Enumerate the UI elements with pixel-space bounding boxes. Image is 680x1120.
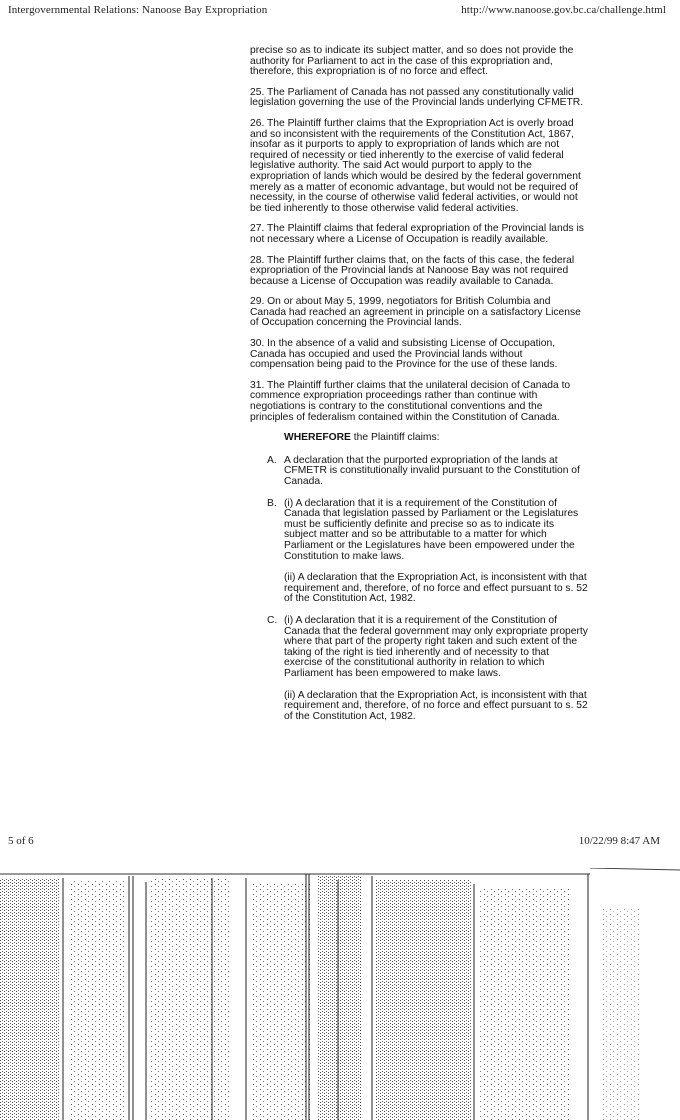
claim-c-text: (i) A declaration that it is a requirement of the Constitution of Canada that the federal government may only expropriate property where that part of the property right taken and such extent of the taking of the right is tied inherently and of necessity to that exercise of the constitutional authority in relation to which Parliament has been empowered to make laws. [284,614,588,679]
paragraph-29: 29. On or about May 5, 1999, negotiators for British Columbia and Canada had reached an agreement in principle on a satisfactory License of Occupation concerning the Provincial lands. [250,296,581,329]
claim-a [250,456,588,488]
paragraph-30: 30. In the absence of a valid and subsisting License of Occupation, Canada has occupied and used the Provincial lands without compensation being paid to the Province for the use of these lands. [250,338,558,371]
claim-b-text: (i) A declaration that it is a requirement of the Constitution of Canada that legislation passed by Parliament or the Legislatures must be sufficiently definite and precise so as to indicate its subject matter and so be attributable to a matter for which Parliament or the Legislatures have been empowered under the Constitution to make laws. [284,497,579,562]
wherefore-bold: WHEREFORE [284,432,351,444]
page-header-title: Intergovernmental Relations: Nanoose Bay Expropriation [8,4,268,16]
paragraph-continuation: precise so as to indicate its subject matter, and so does not provide the authority for Parliament to act in the case of this expropriation and, therefore, this expropriation is of no force and effect. [250,45,574,78]
paragraph-31: 31. The Plaintiff further claims that the unilateral decision of Canada to commence expropriation proceedings rather than continue with negotiations is contrary to the constitutional conventions and the principles of federalism contained within the Constitution of Canada. [250,379,571,423]
wherefore-heading [284,433,588,444]
footer-timestamp: 10/22/99 8:47 AM [578,835,660,847]
paragraph-27: 27. The Plaintiff claims that federal expropriation of the Provincial lands is not necessary where a License of Occupation is readily available. [250,223,584,245]
paragraph-26: 26. The Plaintiff further claims that the Expropriation Act is overly broad and so inconsistent with the requirements of the Constitution Act, 1867, insofar as it purports to apply to expropriation of lands which are not required of necessity or tied inherently to the exercise of valid federal legislative authority. The said Act would purport to apply to the expropriation of lands which would be desired by the federal government merely as a matter of economic advantage, but would not be required of necessity, in the course of otherwise valid federal activities, or would not be tied inherently to those otherwise valid federal activities. [250,117,581,214]
claim-b [250,499,588,605]
claim-b-subtext: (ii) A declaration that the Expropriation Act, is inconsistent with that requirement and, therefore, of no force and effect pursuant to s. 52 of the Constitution Act, 1982. [284,572,588,605]
paragraph-28: 28. The Plaintiff further claims that, on the facts of this case, the federal expropriation of the Provincial lands at Nanoose Bay was not required because a License of Occupation was readily available to Canada. [250,254,575,287]
footer-page-number: 5 of 6 [8,835,34,847]
claim-a-text: A declaration that the purported expropriation of the lands at CFMETR is constitutionally invalid pursuant to the Constitution of Canada. [284,454,580,487]
wherefore-rest: the Plaintiff claims: [350,432,440,444]
page-header-url: http://www.nanoose.gov.bc.ca/challenge.html [461,4,666,16]
scan-noise-region [0,868,680,1120]
document-body [250,46,588,733]
claim-c-marker: C. [267,614,278,626]
claim-c [250,616,588,722]
paragraph-25: 25. The Parliament of Canada has not passed any constitutionally valid legislation governing the use of the Provincial lands underlying CFMETR. [250,86,584,109]
claim-a-marker: A. [267,454,277,466]
claim-c-subtext: (ii) A declaration that the Expropriation Act, is inconsistent with that requirement and, therefore, of no force and effect pursuant to s. 52 of the Constitution Act, 1982. [284,689,588,722]
claim-b-marker: B. [267,497,277,509]
